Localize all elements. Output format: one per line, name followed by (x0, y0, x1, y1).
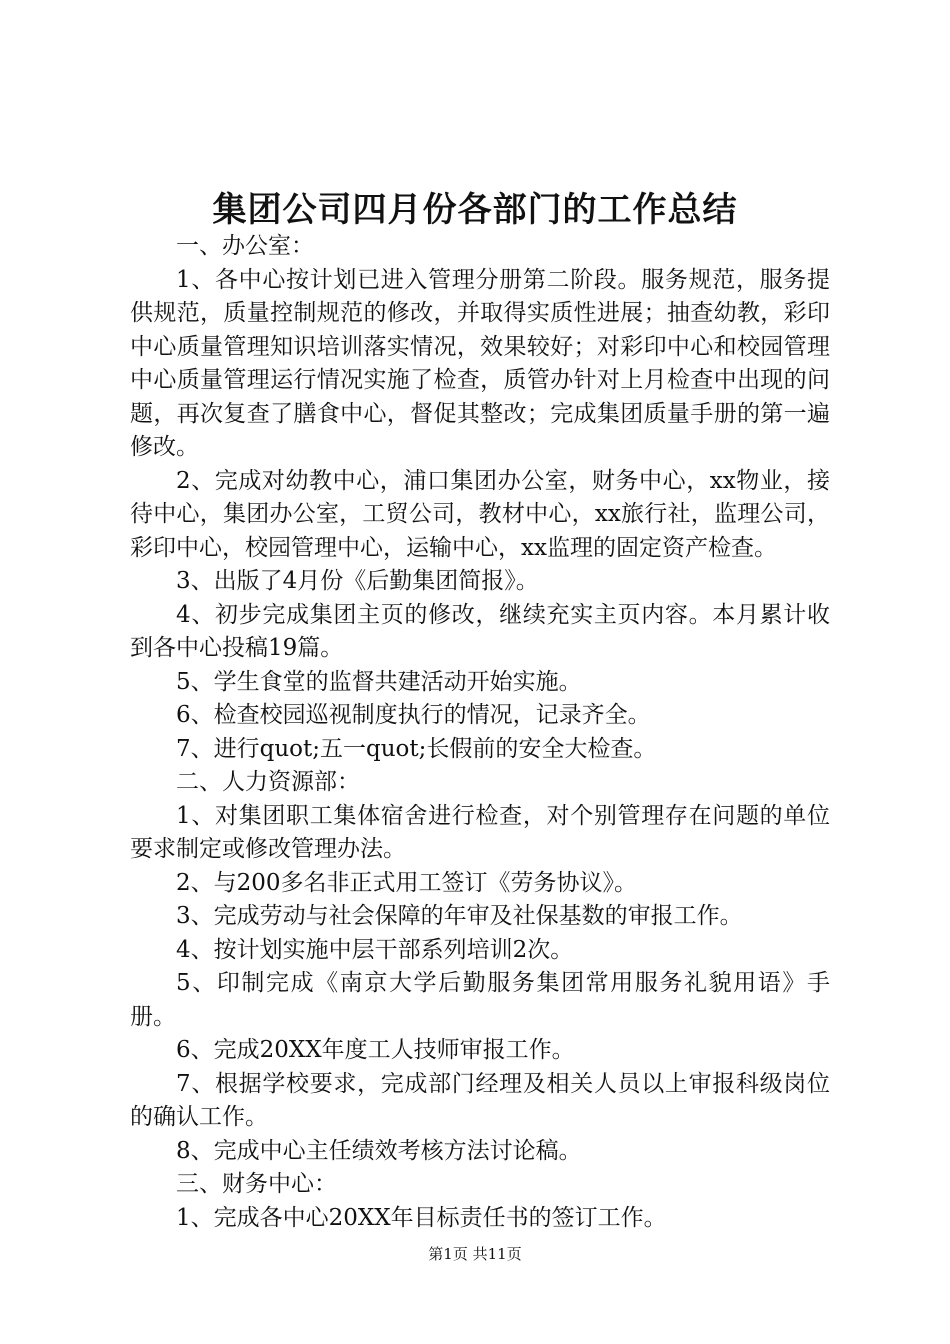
paragraph: 5、学生食堂的监督共建活动开始实施。 (176, 668, 582, 695)
paragraph: 1、对集团职工集体宿舍进行检查，对个别管理存在问题的单位要求制定或修改管理办法。 (130, 802, 830, 862)
paragraph: 1、完成各中心20XX年目标责任书的签订工作。 (176, 1204, 667, 1231)
paragraph: 4、按计划实施中层干部系列培训2次。 (176, 936, 574, 963)
paragraph: 7、根据学校要求，完成部门经理及相关人员以上审报科级岗位的确认工作。 (130, 1070, 830, 1130)
paragraph: 3、出版了4月份《后勤集团简报》。 (176, 568, 539, 594)
paragraph: 6、完成20XX年度工人技师审报工作。 (176, 1037, 575, 1063)
paragraph: 5、印制完成《南京大学后勤服务集团常用服务礼貌用语》手册。 (130, 970, 830, 1030)
document-body (130, 230, 830, 1235)
section-heading: 三、财务中心： (176, 1171, 337, 1197)
paragraph: 2、与200多名非正式用工签订《劳务协议》。 (176, 869, 638, 896)
paragraph: 1、各中心按计划已进入管理分册第二阶段。服务规范，服务提供规范，质量控制规范的修改，并取得实质性进展；抽查幼教，彩印中心质量管理知识培训落实情况，效果较好；对彩印中心和校园管理中心质量管理运行情况实施了检查，质管办针对上月检查中出现的问题，再次复查了膳食中心，督促其整改；完成集团质量手册的第一遍修改。 (130, 266, 830, 460)
paragraph: 2、完成对幼教中心，浦口集团办公室，财务中心，xx物业，接待中心，集团办公室，工贸公司，教材中心，xx旅行社，监理公司，彩印中心，校园管理中心，运输中心，xx监理的固定资产检查。 (130, 467, 830, 561)
page-footer: 第1页 共11页 (428, 1245, 522, 1263)
paragraph: 6、检查校园巡视制度执行的情况，记录齐全。 (176, 702, 651, 728)
paragraph: 4、初步完成集团主页的修改，继续充实主页内容。本月累计收到各中心投稿19篇。 (130, 601, 830, 661)
section-heading: 二、人力资源部： (176, 769, 360, 795)
paragraph: 7、进行quot;五一quot;长假前的安全大检查。 (176, 735, 657, 762)
paragraph: 3、完成劳动与社会保障的年审及社保基数的审报工作。 (176, 903, 743, 929)
section-heading: 一、办公室： (176, 233, 314, 259)
paragraph: 8、完成中心主任绩效考核方法讨论稿。 (176, 1137, 582, 1164)
document-title: 集团公司四月份各部门的工作总结 (212, 190, 738, 230)
